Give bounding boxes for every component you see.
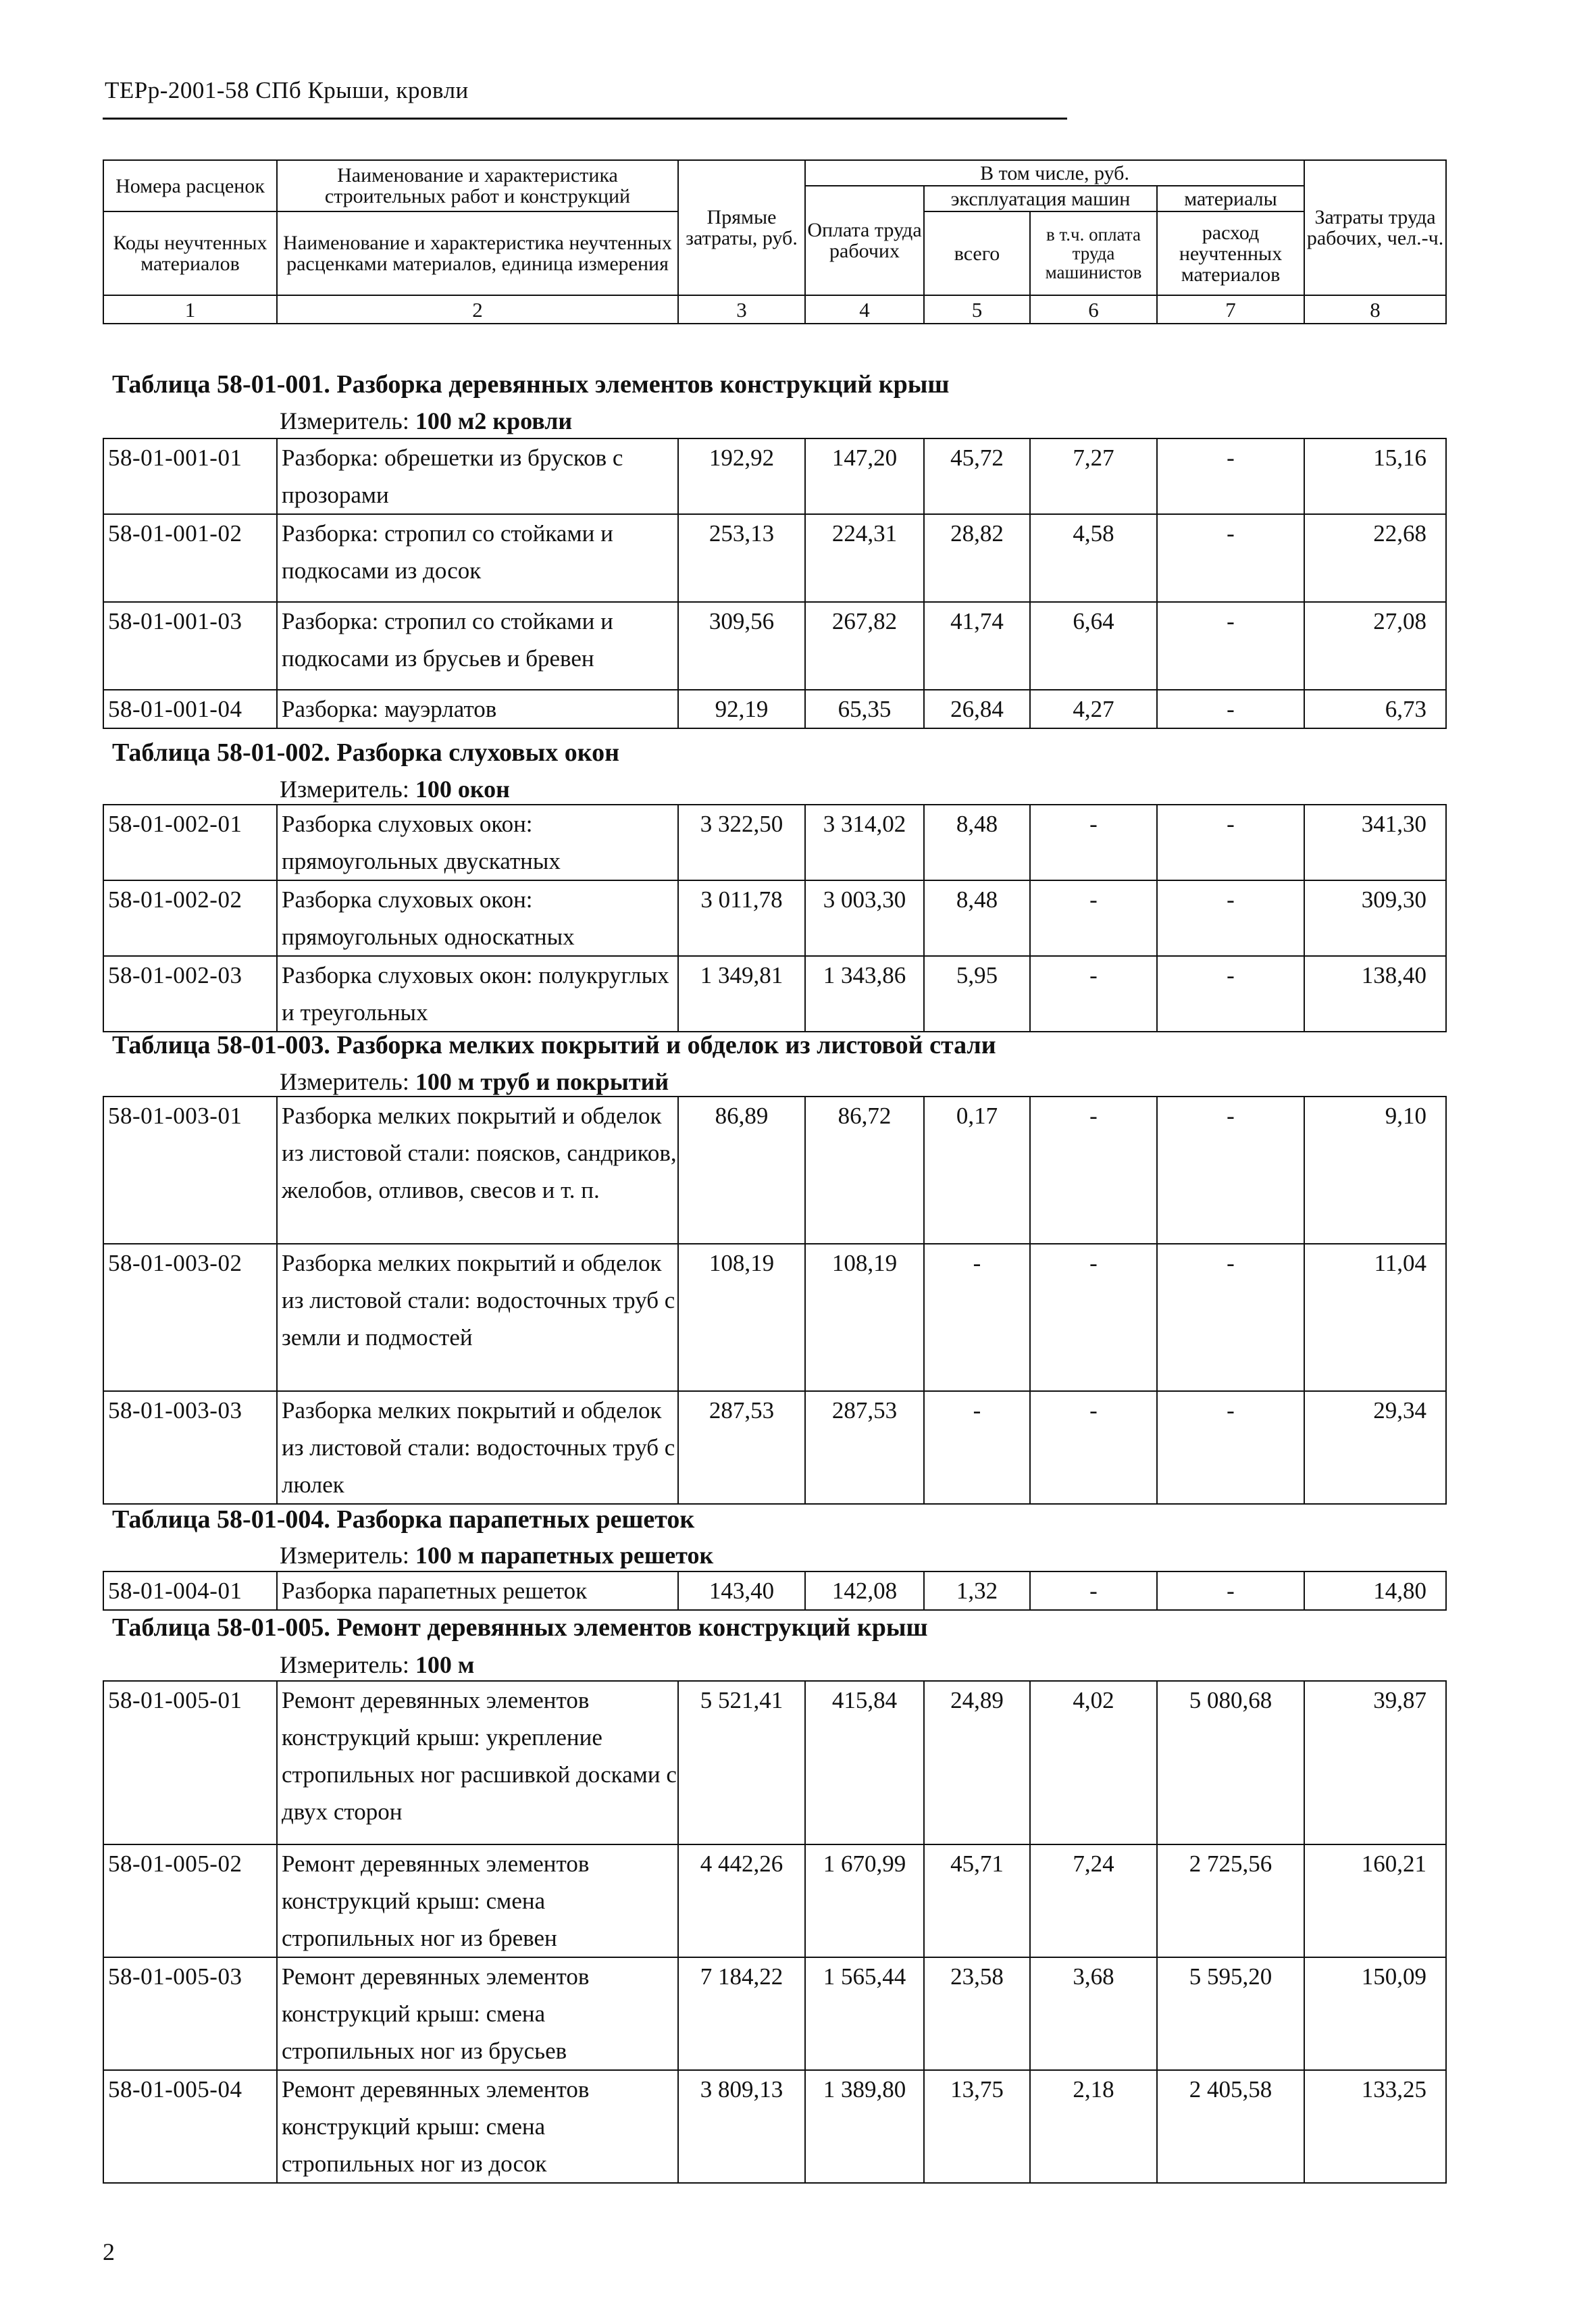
worker-pay: 3 314,02: [805, 805, 924, 880]
machines-total: -: [924, 1244, 1030, 1391]
operators-pay: -: [1030, 1097, 1157, 1244]
rate-name: Разборка мелких покрытий и обделок из листовой стали: поясков, сандриков, желобов, отливов, свесов и т. п.: [277, 1097, 678, 1244]
rates-table-58-01-004: [103, 1571, 1447, 1611]
worker-pay: 267,82: [805, 602, 924, 690]
labor-hours: 27,08: [1304, 602, 1446, 690]
labor-hours: 22,68: [1304, 514, 1446, 602]
document-header-title: ТЕРр-2001-58 СПб Крыши, кровли: [105, 77, 469, 103]
operators-pay: 3,68: [1030, 1957, 1157, 2070]
rates-table-58-01-005: [103, 1680, 1447, 2184]
section-title: Таблица 58-01-002. Разборка слуховых окон: [112, 738, 620, 767]
machines-total: 13,75: [924, 2070, 1030, 2183]
labor-hours: 138,40: [1304, 956, 1446, 1032]
rates-table-58-01-001: [103, 438, 1447, 729]
rate-code: 58-01-001-04: [103, 690, 277, 728]
materials-cost: -: [1157, 805, 1304, 880]
worker-pay: 415,84: [805, 1681, 924, 1844]
worker-pay: 1 565,44: [805, 1957, 924, 2070]
header-unaccounted-materials: расход неучтенных материалов: [1157, 211, 1304, 295]
rate-name: Разборка слуховых окон: прямоугольных односкатных: [277, 880, 678, 956]
materials-cost: -: [1157, 880, 1304, 956]
rates-table-58-01-003: [103, 1096, 1447, 1505]
direct-costs: 1 349,81: [678, 956, 805, 1032]
rate-code: 58-01-005-03: [103, 1957, 277, 2070]
labor-hours: 15,16: [1304, 438, 1446, 514]
operators-pay: -: [1030, 1571, 1157, 1610]
rate-name: Ремонт деревянных элементов конструкций крыш: укрепление стропильных ног расшивкой досками с двух сторон: [277, 1681, 678, 1844]
direct-costs: 253,13: [678, 514, 805, 602]
rate-name: Разборка: обрешетки из брусков с прозорами: [277, 438, 678, 514]
header-material-name: Наименование и характеристика неучтенных расценками материалов, единица измерения: [277, 211, 678, 295]
machines-total: 45,71: [924, 1844, 1030, 1957]
section-title: Таблица 58-01-004. Разборка парапетных решеток: [112, 1505, 695, 1534]
direct-costs: 143,40: [678, 1571, 805, 1610]
labor-hours: 133,25: [1304, 2070, 1446, 2183]
rate-code: 58-01-002-02: [103, 880, 277, 956]
column-number: 7: [1157, 295, 1304, 324]
labor-hours: 150,09: [1304, 1957, 1446, 2070]
worker-pay: 86,72: [805, 1097, 924, 1244]
column-number: 8: [1304, 295, 1446, 324]
header-rate-numbers: Номера расценок: [103, 160, 277, 211]
worker-pay: 142,08: [805, 1571, 924, 1610]
machines-total: 45,72: [924, 438, 1030, 514]
worker-pay: 287,53: [805, 1391, 924, 1504]
machines-total: 26,84: [924, 690, 1030, 728]
rate-name: Разборка парапетных решеток: [277, 1571, 678, 1610]
rate-name: Разборка слуховых окон: прямоугольных двускатных: [277, 805, 678, 880]
operators-pay: 6,64: [1030, 602, 1157, 690]
worker-pay: 224,31: [805, 514, 924, 602]
column-number: 3: [678, 295, 805, 324]
worker-pay: 1 343,86: [805, 956, 924, 1032]
section-title: Таблица 58-01-005. Ремонт деревянных элементов конструкций крыш: [112, 1613, 928, 1642]
materials-cost: -: [1157, 1097, 1304, 1244]
direct-costs: 86,89: [678, 1097, 805, 1244]
rate-name: Разборка: стропил со стойками и подкосами из брусьев и бревен: [277, 602, 678, 690]
materials-cost: -: [1157, 690, 1304, 728]
direct-costs: 5 521,41: [678, 1681, 805, 1844]
labor-hours: 9,10: [1304, 1097, 1446, 1244]
machines-total: -: [924, 1391, 1030, 1504]
column-number: 1: [103, 295, 277, 324]
materials-cost: -: [1157, 1391, 1304, 1504]
materials-cost: 5 080,68: [1157, 1681, 1304, 1844]
machines-total: 1,32: [924, 1571, 1030, 1610]
machines-total: 23,58: [924, 1957, 1030, 2070]
rates-table-58-01-002: [103, 804, 1447, 1032]
rate-code: 58-01-003-01: [103, 1097, 277, 1244]
rate-code: 58-01-002-01: [103, 805, 277, 880]
operators-pay: -: [1030, 956, 1157, 1032]
section-meter: Измеритель: 100 м: [280, 1651, 475, 1678]
labor-hours: 39,87: [1304, 1681, 1446, 1844]
operators-pay: 7,24: [1030, 1844, 1157, 1957]
rate-code: 58-01-004-01: [103, 1571, 277, 1610]
rate-code: 58-01-003-02: [103, 1244, 277, 1391]
operators-pay: 4,02: [1030, 1681, 1157, 1844]
worker-pay: 147,20: [805, 438, 924, 514]
rate-name: Ремонт деревянных элементов конструкций крыш: смена стропильных ног из досок: [277, 2070, 678, 2183]
operators-pay: 2,18: [1030, 2070, 1157, 2183]
labor-hours: 11,04: [1304, 1244, 1446, 1391]
section-title: Таблица 58-01-003. Разборка мелких покрытий и обделок из листовой стали: [112, 1031, 996, 1059]
rate-code: 58-01-001-02: [103, 514, 277, 602]
materials-cost: 2 405,58: [1157, 2070, 1304, 2183]
section-meter: Измеритель: 100 м2 кровли: [280, 407, 573, 434]
rate-name: Разборка слуховых окон: полукруглых и треугольных: [277, 956, 678, 1032]
rate-name: Ремонт деревянных элементов конструкций крыш: смена стропильных ног из бревен: [277, 1844, 678, 1957]
direct-costs: 309,56: [678, 602, 805, 690]
labor-hours: 6,73: [1304, 690, 1446, 728]
direct-costs: 3 322,50: [678, 805, 805, 880]
materials-cost: -: [1157, 1244, 1304, 1391]
operators-pay: 7,27: [1030, 438, 1157, 514]
operators-pay: -: [1030, 1244, 1157, 1391]
worker-pay: 3 003,30: [805, 880, 924, 956]
operators-pay: -: [1030, 880, 1157, 956]
rate-name: Разборка мелких покрытий и обделок из листовой стали: водосточных труб с земли и подмостей: [277, 1244, 678, 1391]
materials-cost: -: [1157, 602, 1304, 690]
column-number: 2: [277, 295, 678, 324]
rate-code: 58-01-001-01: [103, 438, 277, 514]
header-worker-pay: Оплата труда рабочих: [805, 186, 924, 295]
direct-costs: 92,19: [678, 690, 805, 728]
machines-total: 41,74: [924, 602, 1030, 690]
rate-code: 58-01-005-02: [103, 1844, 277, 1957]
header-including-group: В том числе, руб.: [805, 160, 1304, 186]
direct-costs: 287,53: [678, 1391, 805, 1504]
machines-total: 24,89: [924, 1681, 1030, 1844]
header-rule: [103, 118, 1067, 120]
page-number: 2: [103, 2238, 115, 2265]
column-number: 5: [924, 295, 1030, 324]
materials-cost: -: [1157, 1571, 1304, 1610]
machines-total: 5,95: [924, 956, 1030, 1032]
rate-code: 58-01-005-01: [103, 1681, 277, 1844]
materials-cost: 2 725,56: [1157, 1844, 1304, 1957]
labor-hours: 14,80: [1304, 1571, 1446, 1610]
header-labor-costs: Затраты труда рабочих, чел.-ч.: [1304, 160, 1446, 295]
labor-hours: 29,34: [1304, 1391, 1446, 1504]
direct-costs: 108,19: [678, 1244, 805, 1391]
header-direct-costs: Прямые затраты, руб.: [678, 160, 805, 295]
operators-pay: -: [1030, 1391, 1157, 1504]
rate-code: 58-01-005-04: [103, 2070, 277, 2183]
labor-hours: 160,21: [1304, 1844, 1446, 1957]
labor-hours: 309,30: [1304, 880, 1446, 956]
materials-cost: 5 595,20: [1157, 1957, 1304, 2070]
worker-pay: 1 670,99: [805, 1844, 924, 1957]
header-work-name: Наименование и характеристика строительных работ и конструкций: [277, 160, 678, 211]
machines-total: 28,82: [924, 514, 1030, 602]
rate-code: 58-01-002-03: [103, 956, 277, 1032]
operators-pay: 4,27: [1030, 690, 1157, 728]
column-number: 4: [805, 295, 924, 324]
column-header-table: [103, 159, 1447, 324]
machines-total: 8,48: [924, 805, 1030, 880]
materials-cost: -: [1157, 514, 1304, 602]
header-operators-pay: в т.ч. оплата труда машинистов: [1030, 211, 1157, 295]
labor-hours: 341,30: [1304, 805, 1446, 880]
direct-costs: 192,92: [678, 438, 805, 514]
materials-cost: -: [1157, 438, 1304, 514]
section-meter: Измеритель: 100 м парапетных решеток: [280, 1542, 714, 1569]
direct-costs: 7 184,22: [678, 1957, 805, 2070]
machines-total: 0,17: [924, 1097, 1030, 1244]
header-materials: материалы: [1157, 186, 1304, 211]
rate-name: Разборка мелких покрытий и обделок из листовой стали: водосточных труб с люлек: [277, 1391, 678, 1504]
rate-code: 58-01-001-03: [103, 602, 277, 690]
section-title: Таблица 58-01-001. Разборка деревянных элементов конструкций крыш: [112, 370, 950, 399]
direct-costs: 3 809,13: [678, 2070, 805, 2183]
rate-name: Разборка: стропил со стойками и подкосами из досок: [277, 514, 678, 602]
operators-pay: -: [1030, 805, 1157, 880]
rate-name: Разборка: мауэрлатов: [277, 690, 678, 728]
section-meter: Измеритель: 100 окон: [280, 776, 510, 803]
worker-pay: 108,19: [805, 1244, 924, 1391]
machines-total: 8,48: [924, 880, 1030, 956]
header-machines-total: всего: [924, 211, 1030, 295]
rate-code: 58-01-003-03: [103, 1391, 277, 1504]
header-machines: эксплуатация машин: [924, 186, 1157, 211]
materials-cost: -: [1157, 956, 1304, 1032]
rate-name: Ремонт деревянных элементов конструкций крыш: смена стропильных ног из брусьев: [277, 1957, 678, 2070]
direct-costs: 4 442,26: [678, 1844, 805, 1957]
operators-pay: 4,58: [1030, 514, 1157, 602]
header-material-codes: Коды неучтенных материалов: [103, 211, 277, 295]
section-meter: Измеритель: 100 м труб и покрытий: [280, 1068, 669, 1095]
worker-pay: 65,35: [805, 690, 924, 728]
direct-costs: 3 011,78: [678, 880, 805, 956]
worker-pay: 1 389,80: [805, 2070, 924, 2183]
column-number: 6: [1030, 295, 1157, 324]
